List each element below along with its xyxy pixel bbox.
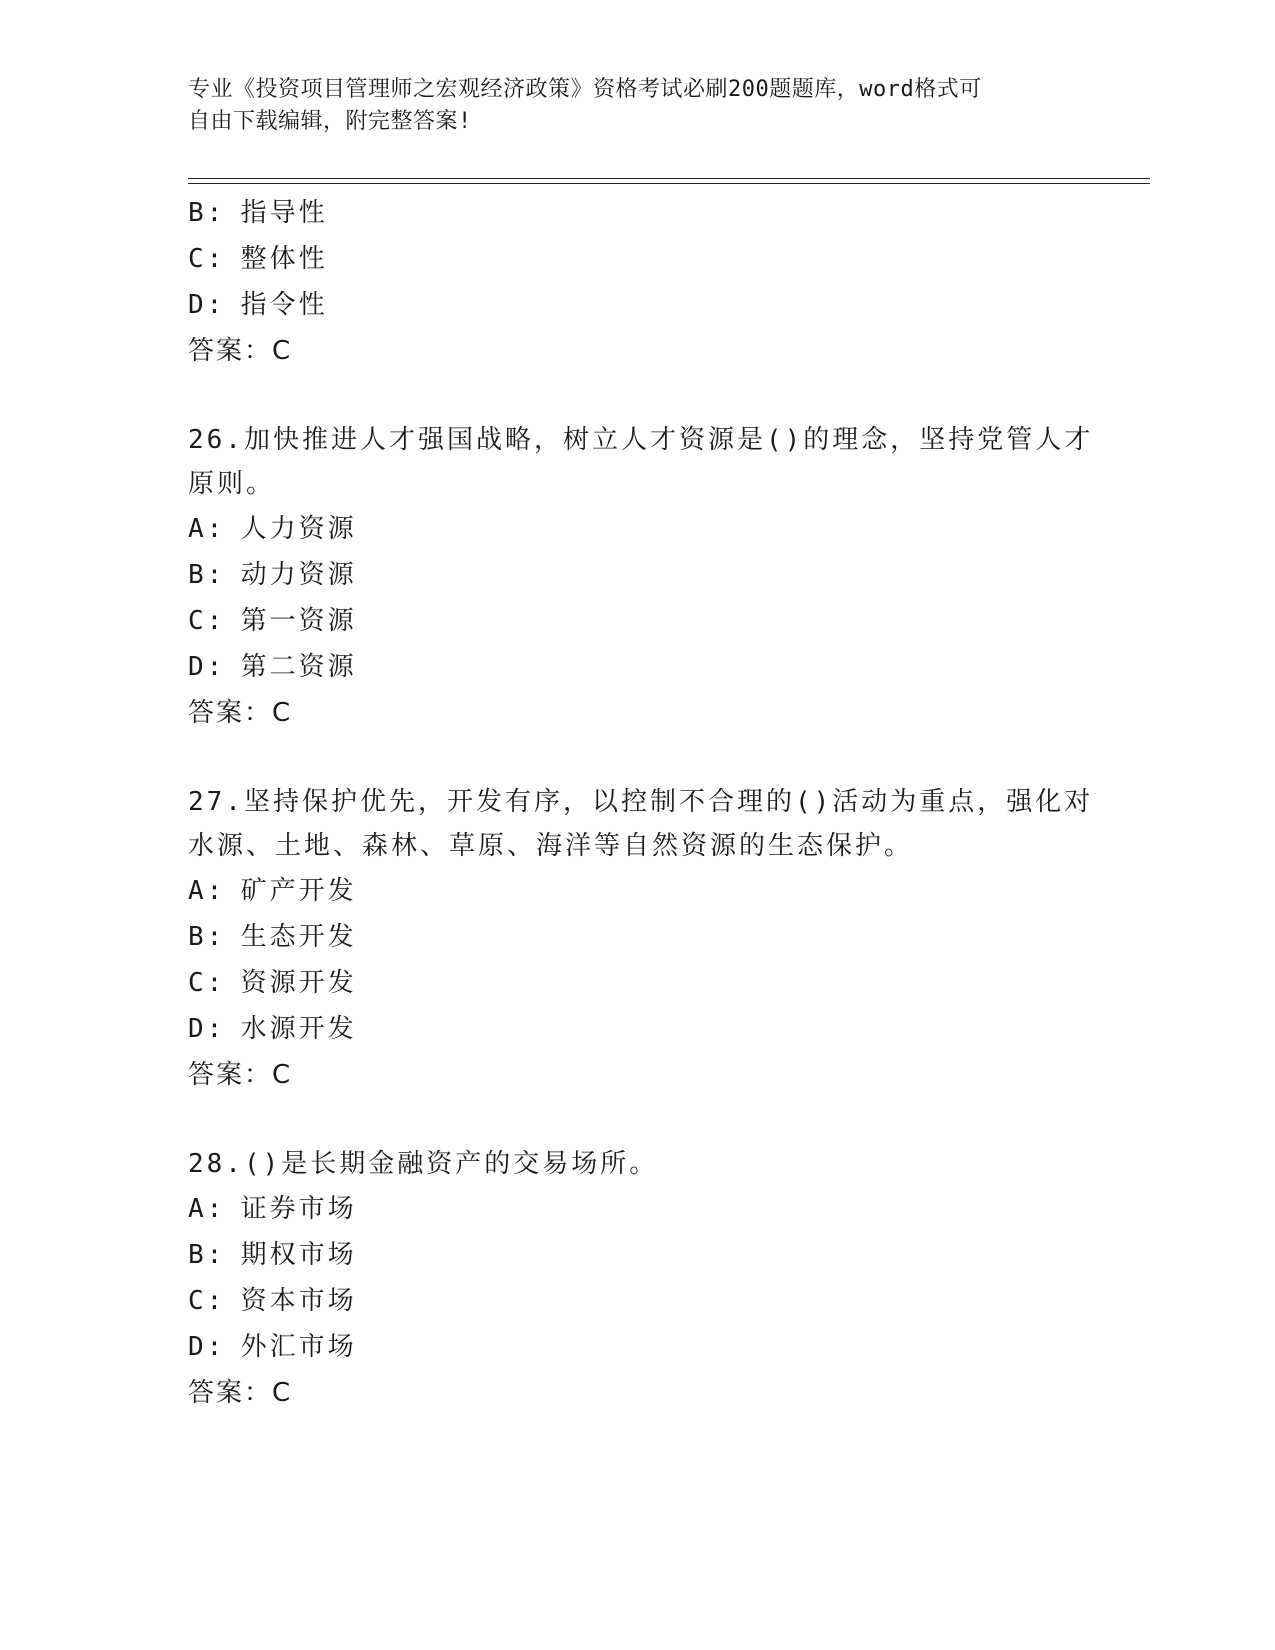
question-27	[188, 780, 1094, 1098]
question-text-line: 26.加快推进人才强国战略，树立人才资源是()的理念，坚持党管人才	[188, 425, 1094, 455]
question-text-line: 原则。	[188, 469, 276, 499]
option-text: 生态开发	[240, 922, 357, 952]
option-row	[188, 914, 1088, 960]
answer-line: 答案：C	[188, 1060, 293, 1090]
option-row	[188, 1186, 1088, 1232]
option-text: 第二资源	[240, 652, 357, 682]
option-key: B:	[188, 560, 226, 590]
option-row	[188, 1232, 1088, 1278]
option-row	[188, 190, 1088, 236]
option-text: 人力资源	[240, 514, 357, 544]
question-text-line: 水源、土地、森林、草原、海洋等自然资源的生态保护。	[188, 831, 914, 861]
option-text: 资源开发	[240, 968, 357, 998]
option-key: D:	[188, 290, 226, 320]
option-text: 外汇市场	[240, 1332, 357, 1362]
option-text: 证券市场	[240, 1194, 357, 1224]
option-text: 矿产开发	[240, 876, 357, 906]
option-row	[188, 506, 1088, 552]
option-key: C:	[188, 1286, 226, 1316]
answer-line: 答案：C	[188, 336, 293, 366]
option-key: A:	[188, 514, 226, 544]
answer-line: 答案：C	[188, 698, 293, 728]
answer-line: 答案：C	[188, 1378, 293, 1408]
option-text: 水源开发	[240, 1014, 357, 1044]
question-text-line: 27.坚持保护优先，开发有序，以控制不合理的()活动为重点，强化对	[188, 787, 1094, 817]
option-key: A:	[188, 876, 226, 906]
option-text: 指令性	[240, 290, 328, 320]
header-rule-bottom	[188, 183, 1150, 184]
option-text: 动力资源	[240, 560, 357, 590]
option-text: 第一资源	[240, 606, 357, 636]
option-key: B:	[188, 922, 226, 952]
option-key: B:	[188, 1240, 226, 1270]
option-key: D:	[188, 1014, 226, 1044]
question-text-line: 28.()是长期金融资产的交易场所。	[188, 1149, 659, 1179]
option-row	[188, 552, 1088, 598]
option-row	[188, 1324, 1088, 1370]
header-line-1: 专业《投资项目管理师之宏观经济政策》资格考试必刷200题题库，word格式可	[188, 77, 982, 102]
option-text: 资本市场	[240, 1286, 357, 1316]
option-key: D:	[188, 652, 226, 682]
option-key: C:	[188, 244, 226, 274]
header-line-2: 自由下载编辑，附完整答案!	[188, 109, 472, 134]
question-26	[188, 418, 1094, 736]
document-header	[188, 74, 1068, 138]
option-key: C:	[188, 606, 226, 636]
option-text: 指导性	[240, 198, 328, 228]
option-key: C:	[188, 968, 226, 998]
question-28	[188, 1142, 1088, 1416]
option-row	[188, 1278, 1088, 1324]
question-list	[188, 190, 1094, 1416]
option-row	[188, 960, 1088, 1006]
option-row	[188, 282, 1088, 328]
option-text: 期权市场	[240, 1240, 357, 1270]
option-row	[188, 1006, 1088, 1052]
option-row	[188, 236, 1088, 282]
header-rule-top	[188, 178, 1150, 179]
option-key: B:	[188, 198, 226, 228]
option-text: 整体性	[240, 244, 328, 274]
option-row	[188, 868, 1088, 914]
option-row	[188, 644, 1088, 690]
option-key: D:	[188, 1332, 226, 1362]
option-row	[188, 598, 1088, 644]
option-key: A:	[188, 1194, 226, 1224]
question-25-continued	[188, 190, 1088, 374]
